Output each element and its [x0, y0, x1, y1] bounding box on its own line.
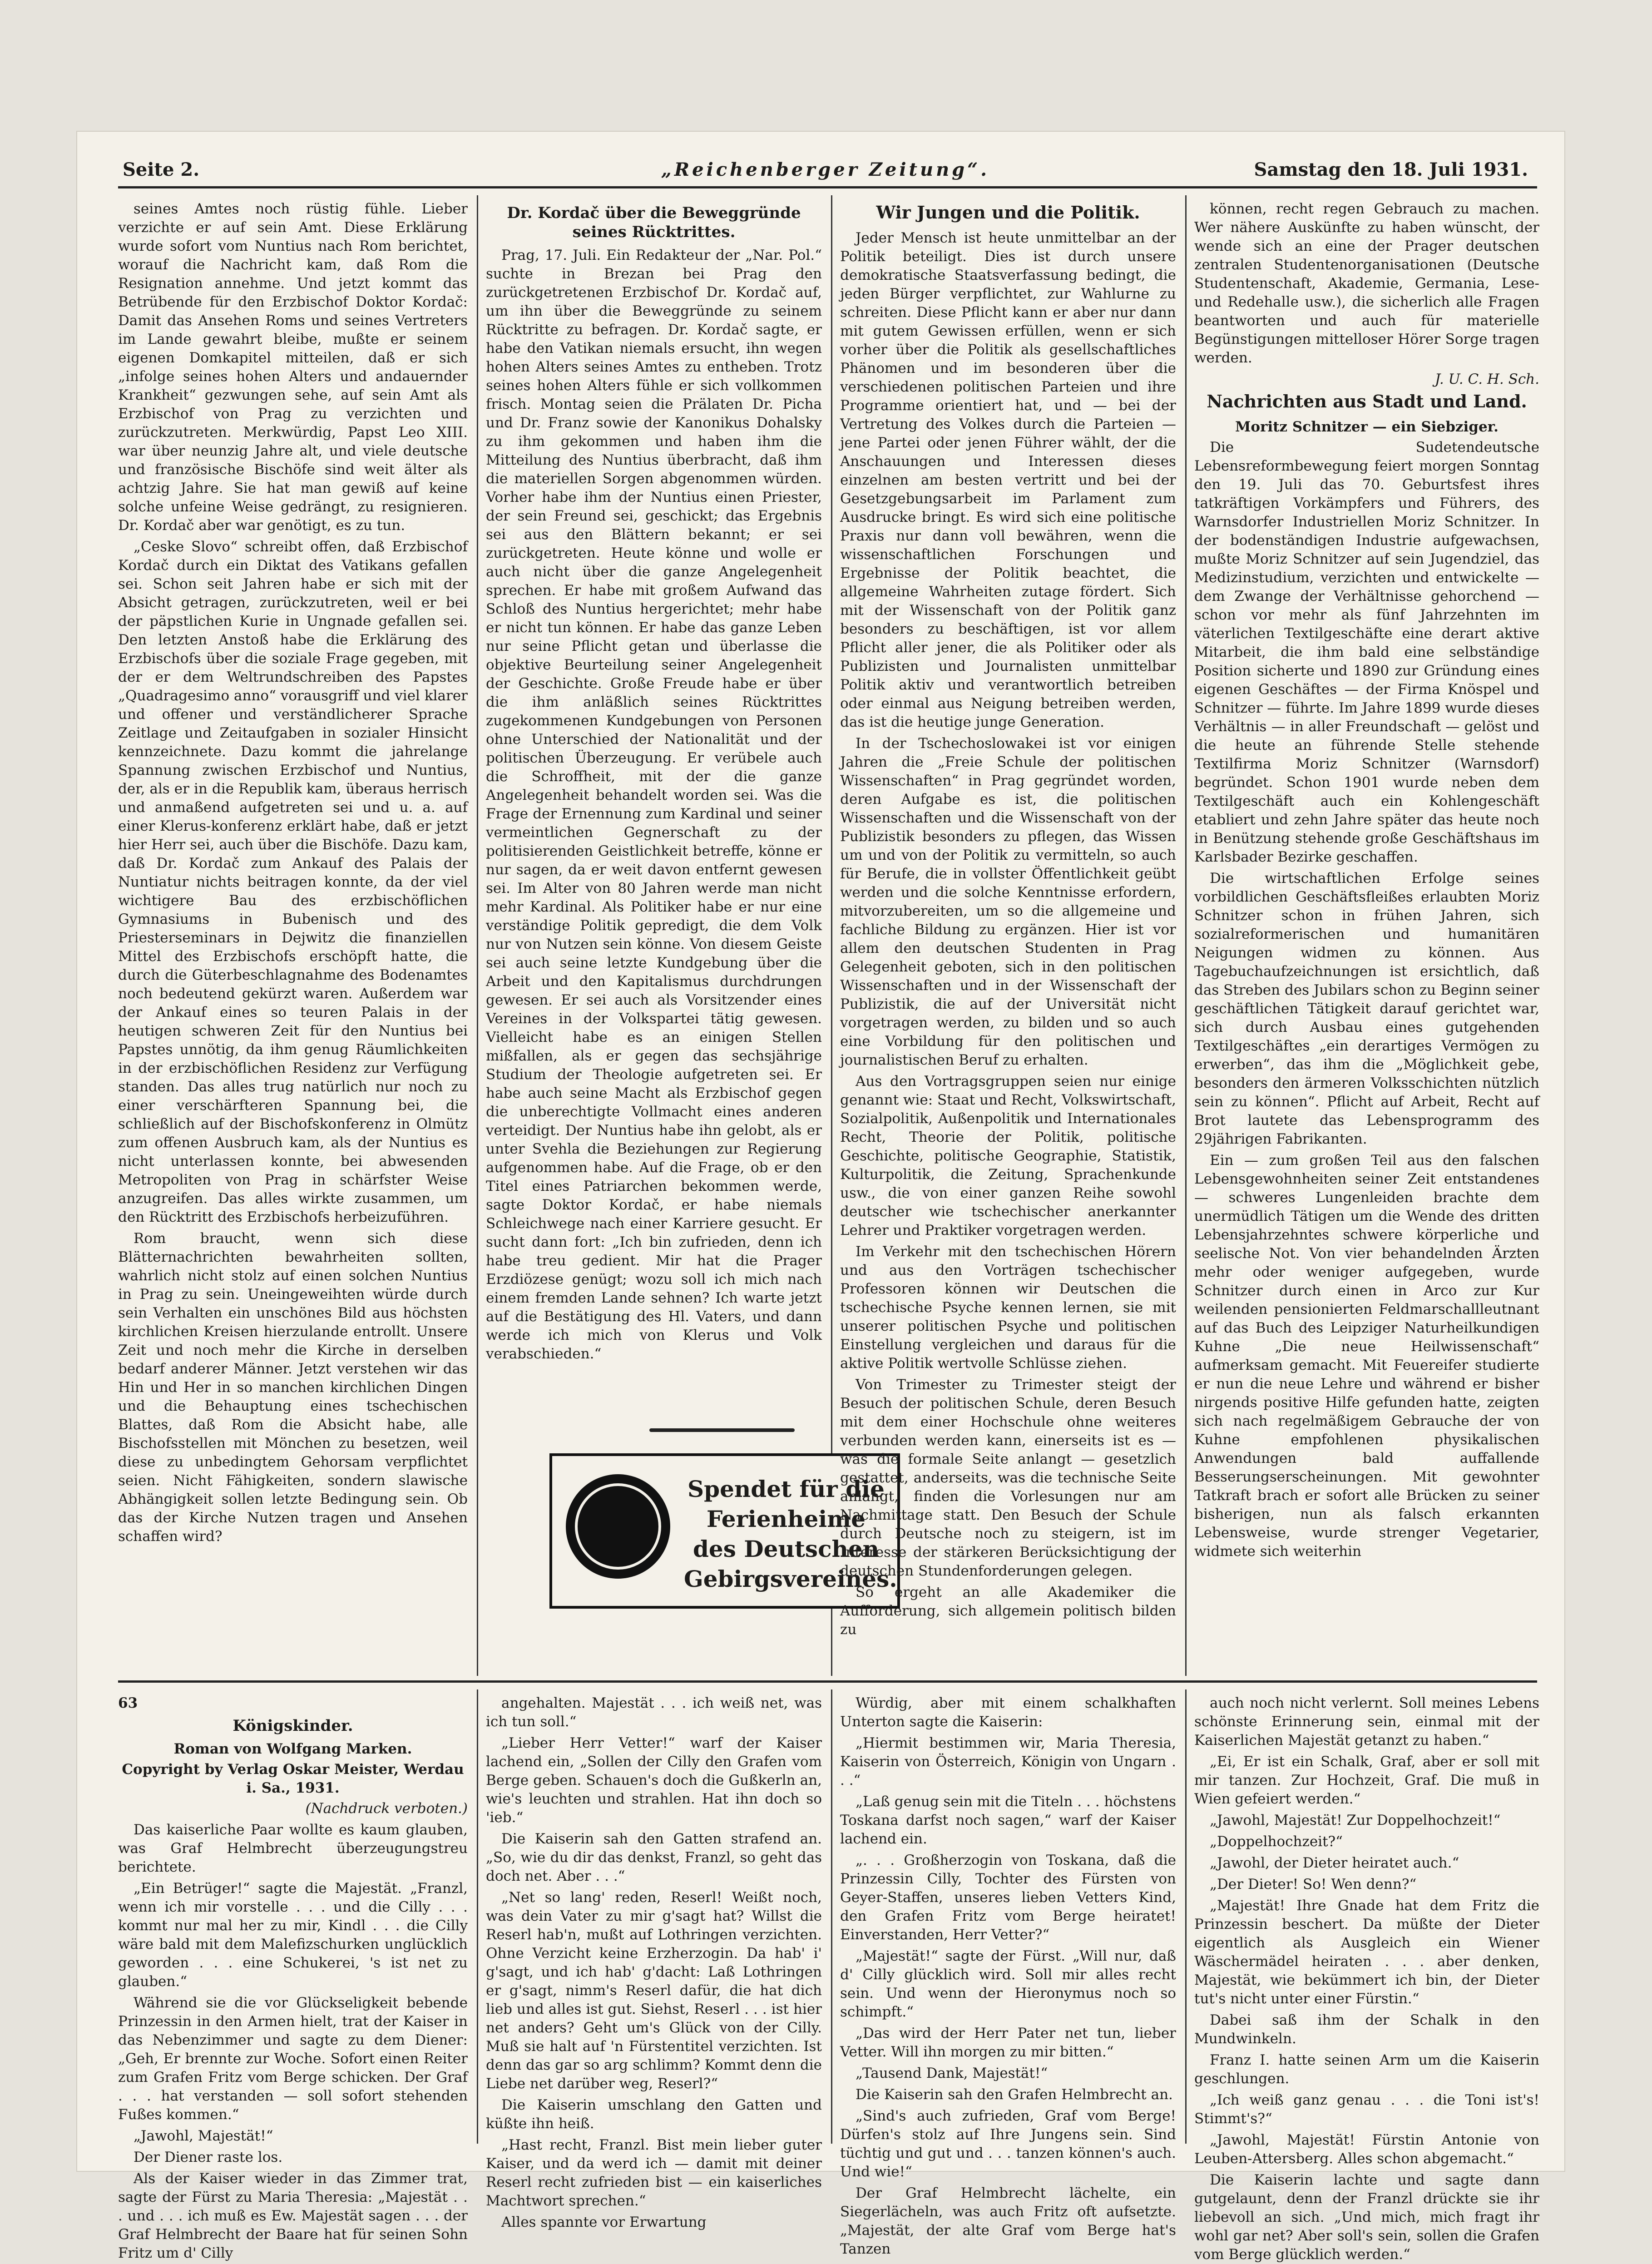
paragraph: Die wirtschaftlichen Erfolge seines vorbildlichen Geschäftsfleißes erlaubten Moriz Schnitzer schon in frühen Jahren, sich sozialreformerischen und humanitären Neigungen widmen zu können. Aus Tagebuchaufzeichnungen ist ersichtlich, daß das Streben des Jubilars schon zu Beginn seiner geschäftlichen Tätigkeit darauf gerichtet war, sich durch Ausbau eines gutgehenden Textilgeschäftes „ein derartiges Vermögen zu erwerben“, das ihm die „Möglichkeit gebe, besonders den ärmeren Volksschichten nützlich sein zu können“. Pflicht auf Arbeit, Recht auf Brot lautete das Lebensprogramm des 29jährigen Fabrikanten.	[1194, 870, 1539, 1147]
serial-title: Königskinder.	[232, 1717, 353, 1735]
paragraph: Rom braucht, wenn sich diese Blätternachrichten bewahrheiten sollten, wahrlich nicht stolz auf einen solchen Nuntius in Prag zu sein. Uneingeweihten würde durch sein Verhalten ein unschönes Bild aus höchsten kirchlichen Kreisen hierzulande entrollt. Unsere Zeit und noch mehr die Kirche in derselben bedarf anderer Männer. Jetzt verstehen wir das Hin und Her in so manchen kirchlichen Dingen und die Behauptung eines tschechischen Blattes, daß Rom die Absicht habe, alle Bischofsstellen mit Mönchen zu besetzen, weil diese zu unbedingtem Gehorsam verpflichtet seien. Nicht Fähigkeiten, sondern slawische Abhängigkeit sollen letzte Bedingung sein. Ob das der Kirche Nutzen tragen und Ansehen schaffen wird?	[118, 1230, 468, 1545]
paragraph: Alles spannte vor Erwartung	[501, 2214, 707, 2230]
paragraph: In der Tschechoslowakei ist vor einigen Jahren die „Freie Schule der politischen Wissenschaften“ in Prag gegründet worden, deren Aufgabe es ist, die politischen Wissenschaften und die Wissenschaft von der Publizistik besonders zu pflegen, das Wissen um und von der Politik zu vermitteln, so auch für Berufe, die in vollster Öffentlichkeit geübt werden und die solche Kenntnisse erfordern, mitvorzubereiten, um so die allgemeine und fachliche Bildung zu ergänzen. Hier ist vor allem den deutschen Studenten in Prag Gelegenheit geboten, sich in den politischen Wissenschaften und in der Wissenschaft der Publizistik, die auf der Universität nicht vorgetragen werden, zu bilden und so auch eine Vorbildung für den politischen und journalistischen Beruf zu erhalten.	[840, 735, 1176, 1068]
paragraph: können, recht regen Gebrauch zu machen. Wer nähere Auskünfte zu haben wünscht, der wende sich an eine der Prager deutschen zentralen Studentenorganisationen (Deutsche Studentenschaft, Akademie, Germania, Lese- und Redehalle usw.), die sicherlich alle Fragen beantworten und auch für materielle Begünstigungen mittelloser Hörer Sorge tragen werden.	[1194, 201, 1539, 366]
paragraph: Das kaiserliche Paar wollte es kaum glauben, was Graf Helmbrecht überzeugungstreu berichtete.	[118, 1822, 468, 1875]
paragraph: „Ei, Er ist ein Schalk, Graf, aber er soll mit mir tanzen. Zur Hochzeit, Graf. Die muß in Wien gefeiert werden.“	[1194, 1754, 1539, 1807]
paragraph: angehalten. Majestät . . . ich weiß net, was ich tun soll.“	[486, 1695, 822, 1730]
paragraph: Im Verkehr mit den tschechischen Hörern und aus den Vorträgen tschechischer Professoren können wir Deutschen die tschechische Psyche kennen lernen, sie mit unserer politischen Psyche und politischen Einstellung vergleichen und daraus für die aktive Politik wertvolle Schlüsse ziehen.	[840, 1243, 1176, 1372]
column-divider	[1185, 1689, 1187, 2144]
column-divider	[1185, 195, 1187, 1676]
paragraph: Jeder Mensch ist heute unmittelbar an der Politik beteiligt. Dies ist durch unsere demokratische Staatsverfassung bedingt, die jeden Bürger verpflichtet, zur Wahlurne zu schreiten. Diese Pflicht kann er aber nur dann mit gutem Gewissen erfüllen, wenn er sich vorher über die Politik als gesellschaftliches Phänomen und im besonderen über die verschiedenen politischen Parteien und ihre Programme orientiert hat, und — bei der Vertretung des Volkes durch die Parteien — jene Partei oder jenen Führer wählt, der die Anschauungen und Interessen dieses einzelnen am besten vertritt und bei der Gesetzgebungsarbeit im Parlament zum Ausdrucke bringt. Es wird sich eine politische Praxis nur dann voll bewähren, wenn die wissenschaftlichen Forschungen und Ergebnisse der Politik beachtet, die allgemeine Wahrheiten zutage fördert. Sich mit der Wissenschaft von der Politik ganz besonders zu beschäftigen, ist vor allem Pflicht aller jener, die als Politiker oder als Publizisten und Journalisten unmittelbar Politik aktiv und verantwortlich betreiben oder einmal aus Neigung betreiben werden, das ist die heutige junge Generation.	[840, 230, 1176, 730]
column-divider	[831, 1689, 832, 2144]
serial-copyright: Copyright by Verlag Oskar Meister, Werdau i. Sa., 1931.	[122, 1761, 464, 1796]
paragraph: „Doppelhochzeit?“	[1210, 1833, 1343, 1850]
article-title: Dr. Kordač über die Beweggründe seines Rücktrittes.	[507, 204, 801, 241]
page-number: Seite 2.	[123, 159, 200, 180]
column-divider	[477, 1689, 478, 2144]
paragraph: „Jawohl, Majestät!“	[134, 2128, 273, 2144]
newspaper-title: „Reichenberger Zeitung“.	[661, 159, 990, 180]
serial-column	[118, 1694, 468, 2261]
paragraph: seines Amtes noch rüstig fühle. Lieber verzichte er auf sein Amt. Diese Erklärung wurde sofort vom Nuntius nach Rom berichtet, worauf die Nachricht kam, daß Rom die Resignation annehme. Und jetzt kommt das Betrübende für den Erzbischof Doktor Kordač: Damit das Ansehen Roms und seines Vertreters im Lande gewahrt bleibe, mußte er seinem eigenen Domkapitel mitteilen, daß er sich „infolge seines hohen Alters und andauernder Krankheit“ gezwungen sehe, auf sein Amt als Erzbischof von Prag zu verzichten und zurückzutreten. Merkwürdig, Papst Leo XIII. war über neunzig Jahre alt, und viele deutsche und französische Bischöfe sind weit älter als achtzig Jahre. Sie hat man gewiß auf keine solche unfeine Weise gedrängt, zu resignieren. Dr. Kordač aber war genötigt, es zu tun.	[118, 201, 468, 534]
paragraph: Würdig, aber mit einem schalkhaften Unterton sagte die Kaiserin:	[840, 1695, 1176, 1730]
paragraph: Dabei saß ihm der Schalk in den Mundwinkeln.	[1194, 2012, 1539, 2047]
paragraph: Der Graf Helmbrecht lächelte, ein Siegerlächeln, was auch Fritz oft aufsetzte. „Majestät, der alte Graf vom Berge hat's Tanzen	[840, 2185, 1176, 2257]
paragraph: So ergeht an alle Akademiker die Aufforderung, sich allgemein politisch bilden zu	[840, 1584, 1176, 1638]
page-header	[123, 159, 1528, 186]
paragraph: „. . . Großherzogin von Toskana, daß die Prinzessin Cilly, Tochter des Fürsten von Geyer-Staffen, unseres lieben Vetters Kind, den Grafen Fritz vom Berge heiratet! Einverstanden, Herr Vetter?“	[840, 1852, 1176, 1943]
issue-date: Samstag den 18. Juli 1931.	[1254, 159, 1528, 180]
paragraph: auch noch nicht verlernt. Soll meines Lebens schönste Erinnerung sein, einmal mit der Kaiserlichen Majestät getanzt zu haben.“	[1194, 1695, 1539, 1749]
divider-ornament	[649, 1428, 795, 1432]
paragraph: „Der Dieter! So! Wen denn?“	[1210, 1876, 1417, 1892]
paragraph: Während sie die vor Glückseligkeit bebende Prinzessin in den Armen hielt, trat der Kaiser in das Nebenzimmer und sagte zu dem Diener: „Geh, Er brennte zur Woche. Sofort einen Reiter zum Grafen Fritz vom Berge schicken. Der Graf . . . hat verstanden — soll sofort stehenden Fußes kommen.“	[118, 1995, 468, 2123]
paragraph: Der Diener raste los.	[134, 2149, 283, 2165]
article-politik	[840, 200, 1176, 1676]
paragraph: Von Trimester zu Trimester steigt der Besuch der politischen Schule, deren Besuch mit dem einer Hochschule ohne weiteres verbunden werden kann, einerseits ist es — was die formale Seite anlangt — gesetzlich gestattet, anderseits, was die technische Seite anlangt, finden die Vorlesungen nur am Nachmittage statt. Den Besuch der Schule durch Deutsche noch zu steigern, ist im Interesse der stärkeren Berücksichtigung der deutschen Stundenforderungen gelegen.	[840, 1377, 1176, 1579]
emblem-icon	[566, 1474, 670, 1579]
paragraph: „Tausend Dank, Majestät!“	[856, 2065, 1048, 2081]
paragraph: Die Kaiserin sah den Gatten strafend an. „So, wie du dir das denkst, Franzl, so geht das doch net. Aber . . .“	[486, 1831, 822, 1884]
article-continuation	[118, 200, 468, 1676]
paragraph: „Jawohl, Majestät! Zur Doppelhochzeit!“	[1210, 1812, 1501, 1828]
serial-number: 63	[118, 1695, 138, 1711]
serial-column	[1194, 1694, 1539, 2263]
paragraph: „Das wird der Herr Pater net tun, lieber Vetter. Will ihn morgen zu mir bitten.“	[840, 2025, 1176, 2060]
paragraph: Die Kaiserin sah den Grafen Helmbrecht an.	[856, 2086, 1173, 2103]
serial-column	[486, 1694, 822, 2230]
paragraph: Die Sudetendeutsche Lebensreformbewegung feiert morgen Sonntag den 19. Juli das 70. Geburtsfest ihres tatkräftigen Vorkämpfers und Führers, des Warnsdorfer Industriellen Moriz Schnitzer. In der bodenständigen Industrie aufgewachsen, mußte Moriz Schnitzer auf sein Jugendziel, das Medizinstudium, verzichten und entwickelte — dem Zwange der Verhältnisse gehorchend — schon vor mehr als fünf Jahrzehnten im väterlichen Textilgeschäfte eine derart aktive Mitarbeit, die ihm bald eine selbständige Position sicherte und 1890 zur Gründung eines eigenen Geschäftes — der Firma Knöspel und Schnitzer — führte. Im Jahre 1899 wurde dieses Verhältnis — in aller Freundschaft — gelöst und die heute an führende Stelle stehende Textilfirma Moriz Schnitzer (Warnsdorf) begründet. Schon 1901 wurde neben dem Textilgeschäft auch ein Kohlengeschäft etabliert und zehn Jahre später das heute noch in Benützung stehende große Geschäftshaus im Karlsbader Bezirke geschaffen.	[1194, 439, 1539, 865]
paragraph: „Net so lang' reden, Reserl! Weißt noch, was dein Vater zu mir g'sagt hat? Willst die Reserl hab'n, mußt auf Lothringen verzichten. Ohne Verzicht keine Erzherzogin. Da hab' i' g'sagt, und ich hab' g'dacht: Laß Lothringen er g'sagt, nimm's Reserl dafür, die hat dich lieb und alles ist gut. Siehst, Reserl . . . ist hier net anders? Geht um's Glück von der Cilly. Muß sie halt auf 'n Fürstentitel verzichten. Ist denn das gar so arg schlimm? Kommt denn die Liebe net darüber weg, Reserl?“	[486, 1889, 822, 2092]
article-title: Wir Jungen und die Politik.	[876, 202, 1140, 223]
paragraph: „Ich weiß ganz genau . . . die Toni ist's! Stimmt's?“	[1194, 2092, 1539, 2127]
paragraph: „Hiermit bestimmen wir, Maria Theresia, Kaiserin von Österreich, Königin von Ungarn . . .“	[840, 1735, 1176, 1788]
paragraph: „Sind's auch zufrieden, Graf vom Berge! Dürfen's stolz auf Ihre Jungens sein. Sind tüchtig und gut und . . . tanzen können's auch. Und wie!“	[840, 2108, 1176, 2180]
column-divider	[477, 195, 478, 1676]
newspaper-page	[77, 132, 1564, 2263]
serial-author: Roman von Wolfgang Marken.	[173, 1741, 412, 1757]
paragraph: Die Kaiserin lachte und sagte dann gutgelaunt, denn der Franzl drückte sie ihr liebevoll an sich. „Und mich, mich fragt ihr wohl gar net? Aber soll's sein, sollen die Grafen vom Berge glücklich werden.“	[1194, 2172, 1539, 2263]
paragraph: „Jawohl, der Dieter heiratet auch.“	[1210, 1855, 1459, 1871]
paragraph: „Jawohl, Majestät! Fürstin Antonie von Leuben-Attersberg. Alles schon abgemacht.“	[1194, 2132, 1539, 2167]
paragraph: „Ceske Slovo“ schreibt offen, daß Erzbischof Kordač durch ein Diktat des Vatikans gefallen sei. Schon seit Jahren habe er sich mit der Absicht getragen, zurückzutreten, weil er bei der päpstlichen Kurie in Ungnade gefallen sei. Den letzten Anstoß habe die Erklärung des Erzbischofs über die soziale Frage gegeben, mit der er dem Weltrundschreiben des Papstes „Quadragesimo anno“ vorausgriff und viel klarer und offener und verständlicherer Sprache Zeitlage und Zeitaufgaben in sozialer Hinsicht kennzeichnete. Dazu kommt die jahrelange Spannung zwischen Erzbischof und Nuntius, der, als er in die Republik kam, überaus herrisch und anmaßend aufgetreten sei und u. a. auf einer Klerus-konferenz erklärt habe, daß er jetzt hier Herr sei, auch über die Bischöfe. Dazu kam, daß Dr. Kordač zum Ankauf des Palais der Nuntiatur nichts beitragen konnte, da der viel wichtigere Bau des erzbischöflichen Gymnasiums in Bubenisch und des Priesterseminars in Dejwitz die finanziellen Mittel des Erzbischofs erschöpft hatte, die durch die Güterbeschlagnahme des Bodenamtes noch bedeutend gekürzt waren. Außerdem war der Ankauf eines so teuren Palais in der heutigen schweren Zeit für den Nuntius bei Papstes unnötig, da ihm genug Räumlichkeiten in der erzbischöflichen Residenz zur Verfügung standen. Das alles trug natürlich nur noch zu einer verschärfteren Spannung bei, die schließlich auf der Bischofskonferenz in Olmütz zum offenen Ausbruch kam, als der Nuntius es nicht unterlassen konnte, bei abwesenden Metropoliten von Prag in schärfster Weise anzugreifen. Das alles wirkte zusammen, um den Rücktritt des Erzbischofs herbeizuführen.	[118, 539, 468, 1225]
local-news-column	[1194, 200, 1539, 1676]
paragraph: Die Kaiserin umschlang den Gatten und küßte ihn heiß.	[486, 2097, 822, 2132]
section-title: Nachrichten aus Stadt und Land.	[1207, 391, 1527, 411]
paragraph: „Majestät! Ihre Gnade hat dem Fritz die Prinzessin beschert. Da müßte der Dieter eigentlich als Ausgleich ein Wiener Wäschermädel heiraten . . . aber denken, Majestät, wie bekümmert ich bin, der Dieter tut's nicht unter einer Fürstin.“	[1194, 1897, 1539, 2007]
paragraph: Als der Kaiser wieder in das Zimmer trat, sagte der Fürst zu Maria Theresia: „Majestät . . . und . . . ich muß es Ew. Majestät sagen . . . der Graf Helmbrecht der Baare hat für seinen Sohn Fritz um d' Cilly	[118, 2170, 468, 2261]
paragraph: „Hast recht, Franzl. Bist mein lieber guter Kaiser, und da werd ich — damit mit deiner Reserl recht zufrieden bist — ein kaiserliches Machtwort sprechen.“	[486, 2137, 822, 2209]
paragraph: Prag, 17. Juli. Ein Redakteur der „Nar. Pol.“ suchte in Brezan bei Prag den zurückgetretenen Erzbischof Dr. Kordač auf, um ihn über die Beweggründe zu seinem Rücktritte zu befragen. Dr. Kordač sagte, er habe den Vatikan niemals ersucht, ihn wegen hohen Alters seines Amtes zu entheben. Trotz seines hohen Alters fühle er sich vollkommen frisch. Montag seien die Prälaten Dr. Picha und Dr. Franz sowie der Kanonikus Dohalsky zu ihm gekommen und haben ihm die Mitteilung des Nuntius überbracht, daß ihm die materiellen Sorgen abgenommen würden. Vorher habe ihm der Nuntius einen Priester, der sein Freund sei, geschickt; das Ergebnis sei aus den Blättern bekannt; er sei zurückgetreten. Heute könne und wolle er auch nicht über die ganze Angelegenheit sprechen. Er habe mit großem Aufwand das Schloß des Nuntius hergerichtet; mehr habe er nicht tun können. Er habe das ganze Leben nur seine Pflicht getan und überlasse die objektive Beurteilung seiner Angelegenheit der Geschichte. Große Freude habe er über die ihm anläßlich seines Rücktrittes zugekommenen Kundgebungen von Personen ohne Unterschied der Nationalität und der politischen Überzeugung. Er verübele auch die Schroffheit, mit der die ganze Angelegenheit behandelt worden sei. Was die Frage der Ernennung zum Kardinal und seiner vermeintlichen Gegnerschaft zu der politisierenden Geistlichkeit betreffe, könne er nur sagen, da er weit davon entfernt gewesen sei. Im Alter von 80 Jahren werde man nicht mehr Kardinal. Als Politiker habe er nur eine verständige Politik gepredigt, die dem Volk nur von Nutzen sein könne. Von diesem Geiste sei auch seine letzte Kundgebung über die Arbeit und den Kapitalismus durchdrungen gewesen. Er sei auch als Vorsitzender eines Vereines in der Volkspartei tätig gewesen. Vielleicht habe es an einigen Stellen mißfallen, als er gegen das sechsjährige Studium der Theologie aufgetreten sei. Er habe auch seine Macht als Erzbischof gegen die unberechtigte Vollmacht eines anderen verteidigt. Der Nuntius habe ihn gelobt, als er unter Svehla die Beziehungen zur Regierung aufgenommen habe. Auf die Frage, ob er den Titel eines Patriarchen bekommen werde, sagte Doktor Kordač, er habe niemals Schleichwege nach einer Karriere gesucht. Er sucht dann fort: „Ich bin zufrieden, denn ich habe treu gedient. Mir hat die Prager Erzdiözese genügt; wozu soll ich mich nach einem fremden Lande sehnen? Ich warte jetzt auf die Bestätigung des Hl. Vaters, und dann werde ich mich von Klerus und Volk verabschieden.“	[486, 247, 822, 1362]
ad-text: Spendet für die Ferienheime des Deutschen Gebirgsvereines.	[684, 1476, 897, 1592]
serial-rule	[118, 1680, 1537, 1683]
paragraph: „Majestät!“ sagte der Fürst. „Will nur, daß d' Cilly glücklich wird. Soll mir alles recht sein. Und wenn der Hieronymus noch so schimpft.“	[840, 1948, 1176, 2020]
article-kordac	[486, 200, 822, 1417]
serial-column	[840, 1694, 1176, 2257]
article-subtitle: Moritz Schnitzer — ein Siebziger.	[1235, 419, 1499, 435]
author-signature: J. U. C. H. Sch.	[1434, 371, 1539, 387]
header-rule	[118, 186, 1537, 188]
paragraph: „Laß genug sein mit die Titeln . . . höchstens Toskana darfst noch sagen,“ warf der Kaiser lachend ein.	[840, 1793, 1176, 1847]
paragraph: Aus den Vortragsgruppen seien nur einige genannt wie: Staat und Recht, Volkswirtschaft, Sozialpolitik, Außenpolitik und Internationales Recht, Theorie der Politik, politische Geschichte, politische Geographie, Statistik, Kulturpolitik, die Zeitung, Sprachenkunde usw., die von einer ganzen Reihe sowohl deutscher wie tschechischer anerkannter Lehrer und Praktiker vorgetragen werden.	[840, 1073, 1176, 1239]
paragraph: Franz I. hatte seinen Arm um die Kaiserin geschlungen.	[1194, 2052, 1539, 2087]
paragraph: „Ein Betrüger!“ sagte die Majestät. „Franzl, wenn ich mir vorstelle . . . und die Cilly . . . kommt nur mal her zu mir, Kindl . . . die Cilly wäre bald mit dem Malefizschurken unglücklich geworden . . . eine Schukerei, 's ist net zu glauben.“	[118, 1880, 468, 1990]
paragraph: „Lieber Herr Vetter!“ warf der Kaiser lachend ein, „Sollen der Cilly den Grafen vom Berge geben. Schauen's doch die Gußkerln an, wie's leuchten und strahlen. Hat ihn doch so 'ieb.“	[486, 1735, 822, 1826]
paragraph: Ein — zum großen Teil aus den falschen Lebensgewohnheiten seiner Zeit entstandenes — schweres Lungenleiden brachte dem unermüdlich Tätigen um die Wende des dritten Lebensjahrzehntes schwere körperliche und seelische Not. Von vier behandelnden Ärzten mehr oder weniger aufgegeben, wurde Schnitzer durch einen in Arco zur Kur weilenden pensionierten Feldmarschallleutnant auf das Buch des Leipziger Naturheilkundigen Kuhne „Die neue Heilwissenschaft“ aufmerksam gemacht. Mit Feuereifer studierte er nun die neue Lehre und während er bisher nirgends positive Hilfe gefunden hatte, zeigten sich nach regelmäßigem Gebrauche der von Kuhne empfohlenen physikalischen Anwendungen bald auffallende Besserungserscheinungen. Mit gewohnter Tatkraft brach er sofort alle Brücken zu seiner bisherigen, nun als falsch erkannten Lebensweise, wurde strenger Vegetarier, widmete sich weiterhin	[1194, 1152, 1539, 1560]
reprint-note: (Nachdruck verboten.)	[305, 1800, 468, 1817]
